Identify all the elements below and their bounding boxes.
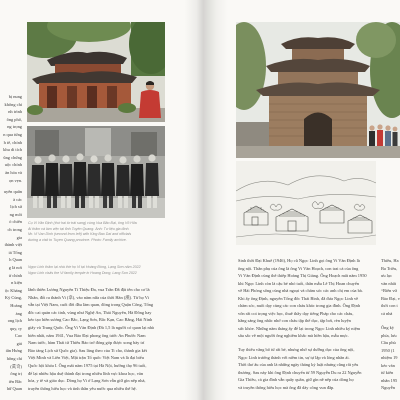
body-text-line: thương. Sau này khi ông Định chuyển từ 59 Nguyễn Du ra 22 Nguyễn	[238, 369, 362, 375]
body-text-line: lãnh thiên Lương Nguyên Tí Thiệu Đa, vua Trần Đã đặt tên cho cơ là	[28, 287, 150, 292]
margin-text-line: kéo văn	[381, 362, 395, 368]
body-text-line: khi Ngọc Linh còn là cậu bé nhỏ tuổi, thân mẫu Lê Thị Hoan chuyển	[238, 280, 359, 286]
margin-text-line: iân Hưng	[5, 348, 22, 354]
body-text-line: giấy và Trung Quốc. Ông Vi Văn Định (Đà 1,5 là người có quan lại nhà	[28, 324, 154, 330]
margin-text-line: ông phố,	[6, 116, 22, 122]
margin-text-line: ò chiến	[9, 219, 22, 225]
body-text-line: về Hải Phòng sống cùng nhà ngoại và chăm sóc các anh chị em của bà.	[238, 288, 363, 293]
margin-text-line: ng trọng	[7, 124, 22, 130]
caption-line: Ngọc Linh thăm lại nhà thờ họ Vi tại Hoàng Đồng, Lạng Sơn năm 2022	[28, 265, 141, 269]
margin-text-line: lịch sử	[10, 204, 22, 210]
margin-text-line: ộc Kháng	[5, 287, 22, 293]
margin-text-line: ũng chứng	[3, 154, 22, 160]
margin-text-line: n qua từng	[3, 131, 22, 137]
right-margin-column-bottom	[381, 324, 400, 392]
group-photo-caption	[28, 221, 165, 243]
village-sketch-drawing	[236, 161, 376, 245]
body-text-line: Thời thơ ấu của anh là những ngày tháng kỷ luật nhưng cũng rất yêu	[238, 362, 359, 367]
margin-text-line: Ông kỳ	[381, 325, 395, 330]
right-margin-column-top	[381, 257, 400, 317]
margin-text-line: ng mối	[9, 211, 22, 217]
margin-text-line: Cầu phù	[381, 340, 396, 345]
margin-text-line: n kiện	[11, 280, 22, 286]
temple-building	[32, 52, 137, 109]
margin-text-line: “Biến vừ	[381, 288, 397, 293]
body-text-line: Việt Minh và Liên Việt, Mặt trận Tổ quốc Việt Nam và là đại biểu	[28, 355, 144, 361]
margin-text-line: gải	[16, 340, 22, 346]
margin-text-line: thành việt	[4, 242, 22, 248]
margin-text-line: h Quan	[9, 257, 22, 263]
body-text-line: ông nội. Thân phụ của ông là ông Vi Văn Hoạch, con trai cả của ông	[238, 265, 359, 271]
caption-line: Mr. Vi Van Dinh (second from left) with King Bao Dai and officials	[28, 232, 132, 237]
historical-group-photo	[27, 126, 165, 218]
margin-text-line: hữ Quan	[6, 386, 22, 392]
margin-text-line: thời con t	[381, 303, 398, 308]
left-margin-column-bottom	[0, 188, 22, 393]
margin-text-line: Ba Triều,	[381, 265, 398, 271]
left-margin-column-top	[0, 93, 22, 184]
body-text-line: Nhân, đổi ra thành Vi (韋), vào năm nữa của thời Hán (漢). Từ họ Vi	[28, 294, 149, 300]
body-text-line: kéo tạo hiền sương Cao Bắc, Lạng Sơn, Bắc Kạn, Cao Bằng, Hải Ninh	[28, 317, 153, 323]
left-body-text	[28, 286, 166, 392]
ancient-gate-photo	[236, 22, 400, 158]
caption-line: Ngoc Linh visits the Vi family temple in Hoang Dong, Lang Son 2022	[28, 270, 137, 275]
margin-text-line: Kỳ Cùng,	[4, 295, 22, 301]
margin-text-line: uộc chính	[4, 162, 22, 168]
margin-text-line: cả nhà	[381, 310, 393, 316]
margin-text-line: Thiều, Ha	[381, 258, 399, 263]
body-text-line: hằng sáng ông nhắc nhở con cháu tập thể dục, tập bơi, rèn luyện	[238, 318, 351, 323]
margin-text-line: quy, ry	[9, 325, 22, 331]
body-text-line: Tuy thiếu vắng bố từ rất bé, nhưng nhờ sự dưỡng dục của ông nội,	[238, 347, 355, 352]
right-body-paragraph-1	[238, 257, 375, 340]
body-text-line: và truyền thống hiếu học mà ông đã dày công vun đắp.	[238, 384, 335, 390]
margin-text-line: à các	[13, 196, 22, 202]
margin-text-line: Nguyễn	[381, 385, 395, 390]
margin-text-line: ch trong	[7, 226, 22, 232]
margin-text-line: ảng	[15, 310, 22, 316]
margin-text-line: không chỉ	[4, 101, 22, 107]
body-text-line: Vi Văn Định cùng thê thiếp Hoàng Thị Giảng. Ông Hoạch mất năm 1950	[238, 273, 367, 278]
body-text-line: truyền thống hiếu học và tinh thần yêu nước qua nhiều thế hệ.	[28, 385, 137, 391]
margin-text-line: ọn vẹn.	[9, 177, 22, 183]
caption-line: during a visit to Tuyen Quang province. Photo: Family archive.	[28, 237, 127, 242]
margin-text-line: (眞奇)	[10, 363, 22, 369]
body-text-line: biến nhất, năm 1941, Vua Bảo Đại phong ông tước An Phước Nam	[28, 332, 146, 338]
book-gutter-shadow	[184, 0, 228, 400]
margin-text-line: iên Bắc	[8, 378, 22, 384]
body-text-line: Gia Thiều, cả gia đình vẫn quây quần, giữ gìn nề nếp của dòng họ	[238, 377, 354, 382]
body-text-line: để lại nhiều hậu duệ thành đạt trong nhiều lĩnh vực khoa học, văn	[28, 370, 144, 376]
margin-text-line: ăn hóa và	[5, 169, 22, 175]
margin-text-line: 1950 (1	[381, 347, 395, 353]
right-body-paragraph-2	[238, 346, 375, 391]
margin-text-line: hồng chỉ	[6, 356, 22, 362]
caption-line: Ái thăm và làm việc tại tỉnh Tuyên Quang. Ảnh: Tư liệu gia đình.	[28, 226, 130, 231]
body-text-line: vốn rất coi trọng việc học, thuê thầy dạy tiếng Pháp cho các cháu,	[238, 310, 354, 316]
margin-text-line: phía, lưu	[381, 332, 397, 338]
body-text-line: Khi ấy ông Định, nguyên Tổng đốc Thái Bình, đã đưa Ngọc Linh về	[238, 295, 359, 301]
margin-text-line: h tế, chính	[3, 139, 22, 145]
body-text-line: vẫn tại Việt Nam, cuối đời đầu làm quan, đóng trong Quận Công, Tổng	[28, 302, 154, 308]
body-text-line: chăm sóc, nuôi dạy cùng các con cháu khác trong gia đình. Ông Định	[238, 303, 361, 308]
body-text-line: Bảo tàng Lịch sử Quốc gia). Sau lăng theo của Ti cho, thành gia kết	[28, 347, 147, 353]
temple-photo	[27, 22, 165, 122]
margin-text-line: ử chính	[8, 272, 22, 278]
margin-text-line: Bảo Đại, v	[381, 295, 400, 301]
margin-text-line: nh trình	[8, 109, 22, 115]
margin-text-line: iá Tổng	[8, 249, 22, 255]
body-text-line: Quốc hội khóa I. Ông mất năm 1975 tại Hà Nội, hưởng thọ 96 tuổi,	[28, 362, 147, 368]
margin-text-line: Cao	[14, 333, 22, 339]
margin-text-line: bị nung	[8, 94, 22, 99]
margin-text-line: văn nhất	[381, 280, 396, 286]
margin-text-line: ưu lục	[381, 273, 393, 278]
body-text-line: đốc cai quản các tỉnh, vùng như Nghệ An, Thái Nguyên, Hà Đông hay	[28, 309, 152, 315]
margin-text-line: g là nơi	[8, 264, 22, 270]
margin-text-line: uyên quân	[3, 189, 22, 194]
caption-line: Cụ Vi Văn Định (thứ hai từ trái sang) cùng Vua Bảo Đại, ông Võ Hữu	[28, 221, 138, 225]
margin-text-line: nhiệm 19	[381, 355, 398, 360]
margin-text-line: gia	[16, 234, 22, 240]
margin-text-line: nhân 195	[381, 377, 398, 383]
body-text-line: Ngọc Linh trưởng thành với niềm tin, sự tự lập và lòng nhân ái.	[238, 354, 350, 360]
body-text-line: sâu sắc về một người ông nghiêm khắc mà hiền hậu, mẫu mực.	[238, 333, 349, 338]
body-text-line: sức khỏe. Những năm tháng ấy để lại trong Ngọc Linh nhiều kỷ niệm	[238, 325, 361, 331]
body-text-line: Nam tước, hàm Thái tử Thiếu Bảo trở đóng góp được xong bày trí	[28, 340, 145, 346]
temple-photo-caption	[28, 265, 165, 276]
body-text-line: hóa, y tế và giáo dục. Dòng họ Vi ở Lạng Sơn vẫn giữ gìn nếp nhà,	[28, 378, 146, 384]
margin-text-line: ông trị	[10, 371, 22, 377]
margin-text-line: ong lịch	[7, 318, 22, 324]
margin-text-line: Hoàng	[10, 302, 22, 308]
body-text-line: Sinh thời Đại Khuê (1946), Họ cũ Ngọc Linh gọi ông Vi Văn Định là	[238, 258, 360, 263]
margin-text-line: từ kiến	[381, 370, 394, 375]
margin-text-line: khu di tích	[3, 147, 22, 153]
